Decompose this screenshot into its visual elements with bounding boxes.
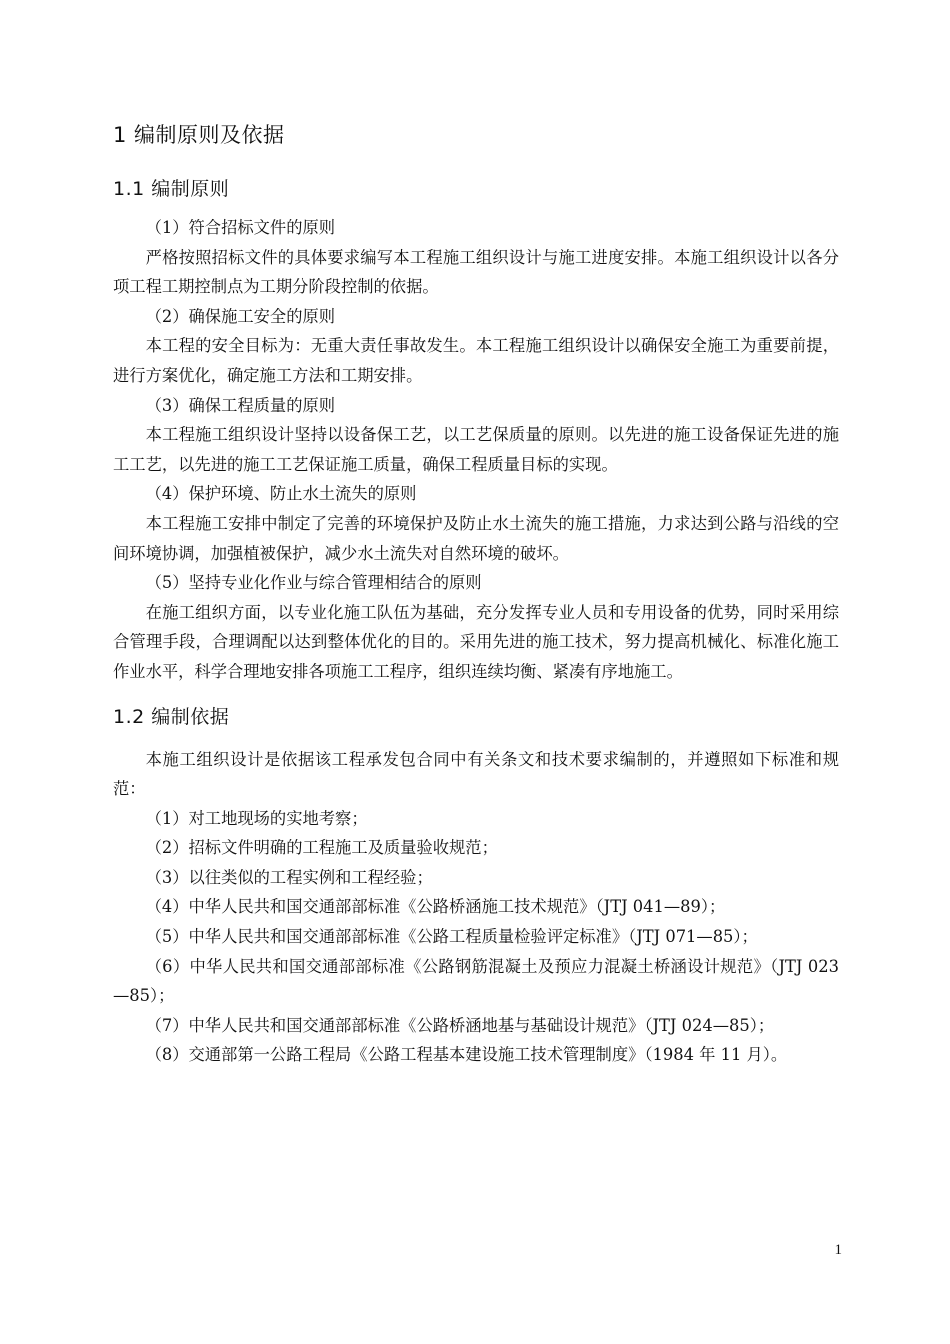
basis-item-1: （1）对工地现场的实地考察； [145, 808, 368, 828]
principle-3-title: （3）确保工程质量的原则 [145, 395, 336, 415]
basis-item-8: （8）交通部第一公路工程局《公路工程基本建设施工技术管理制度》（1984 年 11 月）。 [145, 1045, 788, 1065]
principle-3-text: 本工程施工组织设计坚持以设备保工艺，以工艺保质量的原则。以先进的施工设备保证先进的施工工艺，以先进的施工工艺保证施工质量，确保工程质量目标的实现。 [113, 425, 839, 474]
page-content [113, 118, 839, 1070]
basis-item-4: （4）中华人民共和国交通部部标准《公路桥涵施工技术规范》（JTJ 041—89）； [145, 897, 726, 917]
chapter-heading: 1 编制原则及依据 [113, 123, 285, 147]
basis-item-7: （7）中华人民共和国交通部部标准《公路桥涵地基与基础设计规范》（JTJ 024—85）； [145, 1015, 775, 1035]
principle-1-text: 严格按照招标文件的具体要求编写本工程施工组织设计与施工进度安排。本施工组织设计以各分项工程工期控制点为工期分阶段控制的依据。 [113, 247, 839, 297]
basis-item-2: （2）招标文件明确的工程施工及质量验收规范； [145, 838, 498, 858]
basis-item-6: （6）中华人民共和国交通部部标准《公路钢筋混凝土及预应力混凝土桥涵设计规范》（JTJ 023—85）； [113, 956, 839, 1006]
principle-4-title: （4）保护环境、防止水土流失的原则 [145, 484, 417, 504]
principle-2-title: （2）确保施工安全的原则 [145, 306, 336, 326]
basis-item-3: （3）以往类似的工程实例和工程经验； [145, 867, 433, 887]
basis-intro: 本施工组织设计是依据该工程承发包合同中有关条文和技术要求编制的，并遵照如下标准和规范： [113, 749, 839, 799]
principle-5-text: 在施工组织方面，以专业化施工队伍为基础，充分发挥专业人员和专用设备的优势，同时采用综合管理手段，合理调配以达到整体优化的目的。采用先进的施工技术，努力提高机械化、标准化施工作业水平，科学合理地安排各项施工工程序，组织连续均衡、紧凑有序地施工。 [113, 602, 839, 681]
principle-2-text: 本工程的安全目标为：无重大责任事故发生。本工程施工组织设计以确保安全施工为重要前提，进行方案优化，确定施工方法和工期安排。 [113, 336, 839, 385]
principle-5-title: （5）坚持专业化作业与综合管理相结合的原则 [145, 573, 482, 593]
section-heading-basis: 1.2 编制依据 [113, 705, 230, 728]
principle-1-title: （1）符合招标文件的原则 [145, 218, 336, 237]
principle-4-text: 本工程施工安排中制定了完善的环境保护及防止水土流失的施工措施，力求达到公路与沿线的空间环境协调，加强植被保护，减少水土流失对自然环境的破坏。 [113, 513, 839, 563]
section-heading-principles: 1.1 编制原则 [113, 178, 230, 200]
basis-item-5: （5）中华人民共和国交通部部标准《公路工程质量检验评定标准》（JTJ 071—85）； [145, 927, 758, 947]
page-number: 1 [834, 1242, 842, 1258]
